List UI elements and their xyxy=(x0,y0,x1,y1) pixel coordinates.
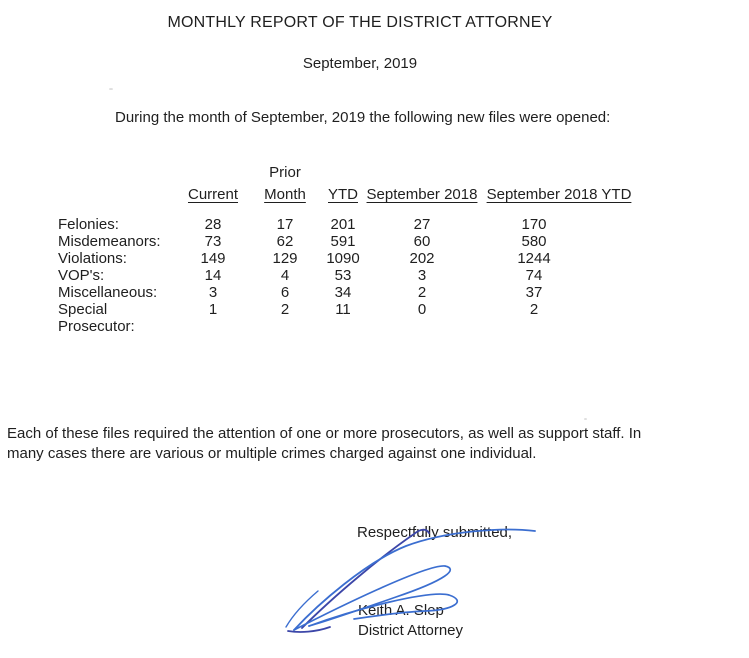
row-current: 149 xyxy=(200,250,226,267)
body-paragraph-line1: Each of these files required the attention of one or more prosecutors, as well as support staff. In xyxy=(7,425,642,442)
report-month: September, 2019 xyxy=(302,55,418,72)
row-current: 28 xyxy=(204,216,222,233)
header-september-2018 xyxy=(362,158,482,206)
signature-ink xyxy=(278,520,543,638)
row-label: Violations: xyxy=(58,250,127,267)
row-current: 3 xyxy=(208,284,218,301)
row-current: 14 xyxy=(204,267,222,284)
header-current-label: Current xyxy=(187,186,239,203)
row-label: Special Prosecutor: xyxy=(58,301,135,335)
row-prior-month: 129 xyxy=(272,250,298,267)
salutation: Respectfully submitted, xyxy=(357,524,513,541)
row-sep-2018: 60 xyxy=(413,233,431,250)
row-current: 73 xyxy=(204,233,222,250)
body-paragraph-line2: many cases there are various or multiple crimes charged against one individual. xyxy=(7,445,537,462)
row-prior-month: 4 xyxy=(280,267,290,284)
row-ytd: 591 xyxy=(330,233,356,250)
scan-artifact xyxy=(109,88,113,90)
row-sep-2018-ytd: 37 xyxy=(525,284,543,301)
row-sep-2018-ytd: 170 xyxy=(521,216,547,233)
row-label: Felonies: xyxy=(58,216,119,233)
row-sep-2018: 2 xyxy=(417,284,427,301)
row-ytd: 53 xyxy=(334,267,352,284)
row-ytd: 34 xyxy=(334,284,352,301)
header-prior-month xyxy=(246,158,324,206)
row-prior-month: 6 xyxy=(280,284,290,301)
header-prior-line2: Month xyxy=(264,186,306,203)
body-paragraph xyxy=(7,424,747,464)
signature-stroke-upper-loop xyxy=(294,566,450,630)
row-label: VOP's: xyxy=(58,267,105,284)
row-sep-2018-ytd: 2 xyxy=(529,301,539,318)
header-gap xyxy=(58,206,636,216)
header-ytd-label: YTD xyxy=(328,186,358,203)
scan-artifact xyxy=(584,418,587,420)
row-label: Miscellaneous: xyxy=(58,284,158,301)
page-title: MONTHLY REPORT OF THE DISTRICT ATTORNEY xyxy=(167,14,553,31)
row-current: 1 xyxy=(208,301,218,318)
intro-sentence: During the month of September, 2019 the following new files were opened: xyxy=(115,109,611,126)
signature-stroke-crossline xyxy=(294,530,535,630)
row-ytd: 1090 xyxy=(326,250,360,267)
row-prior-month: 2 xyxy=(280,301,290,318)
row-sep-2018: 27 xyxy=(413,216,431,233)
header-september-2018-ytd xyxy=(482,158,636,206)
row-sep-2018: 0 xyxy=(417,301,427,318)
row-sep-2018-ytd: 74 xyxy=(525,267,543,284)
header-september-2018-label: September 2018 xyxy=(366,186,478,203)
signatory-name: Keith A. Slep xyxy=(358,602,444,619)
row-prior-month: 17 xyxy=(276,216,294,233)
header-current xyxy=(180,158,246,206)
row-sep-2018-ytd: 1244 xyxy=(517,250,551,267)
header-ytd xyxy=(324,158,362,206)
row-ytd: 11 xyxy=(335,301,351,318)
row-sep-2018: 202 xyxy=(409,250,435,267)
row-sep-2018: 3 xyxy=(417,267,427,284)
header-prior-line1: Prior xyxy=(269,164,301,181)
header-empty xyxy=(58,158,180,206)
signatory-title: District Attorney xyxy=(358,622,464,639)
signature-stroke-lower-loop xyxy=(309,594,457,626)
row-ytd: 201 xyxy=(330,216,356,233)
row-prior-month: 62 xyxy=(276,233,294,250)
row-label: Misdemeanors: xyxy=(58,233,161,250)
new-files-table xyxy=(58,158,636,335)
row-sep-2018-ytd: 580 xyxy=(521,233,547,250)
header-september-2018-ytd-label: September 2018 YTD xyxy=(486,186,632,203)
